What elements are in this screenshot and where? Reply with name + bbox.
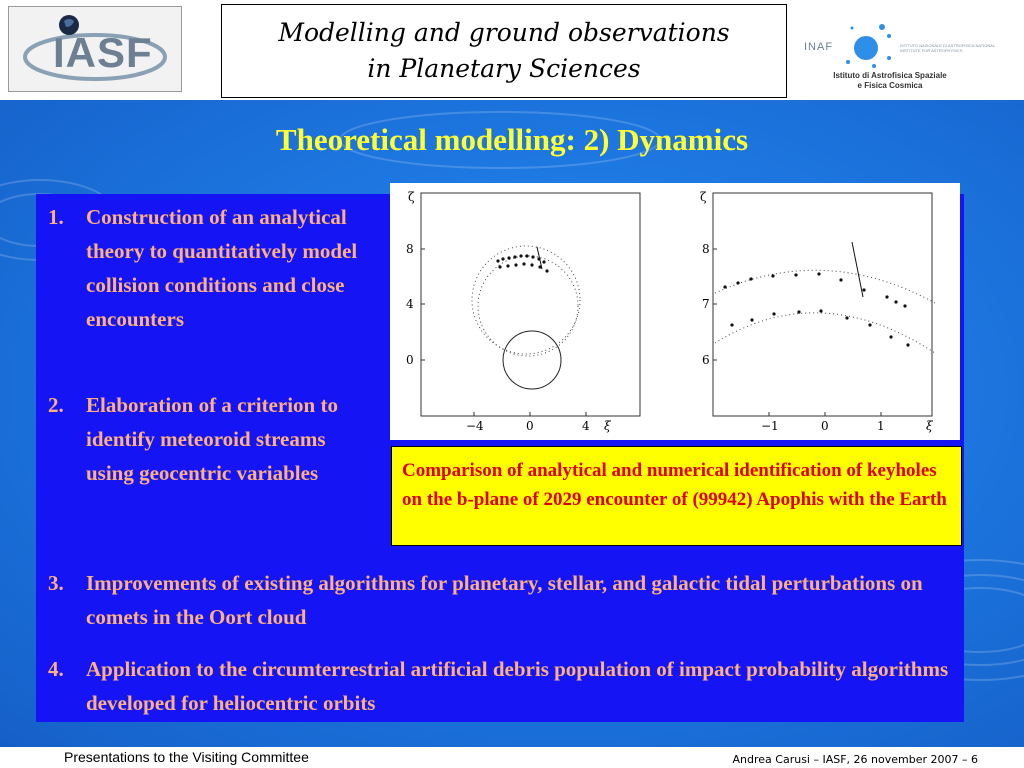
right-plot-ylabel: ζ <box>700 190 707 204</box>
inaf-subtitle <box>796 71 984 91</box>
right-plot-ytick: 7 <box>702 297 710 311</box>
left-plot-ytick: 8 <box>406 242 414 256</box>
iasf-logo <box>8 6 182 92</box>
inaf-subtitle-line2: e Fisica Cosmica <box>857 81 923 90</box>
right-plot-ytick: 8 <box>702 242 710 256</box>
list-item-number: 1. <box>48 205 64 229</box>
left-plot-xtick: 4 <box>582 419 590 433</box>
list-item <box>48 652 954 720</box>
right-plot-xlabel: ξ <box>926 419 933 433</box>
left-plot-ytick: 0 <box>406 353 414 367</box>
keyhole-arc-upper <box>715 270 935 303</box>
header-title: Modelling and ground observations in Planetary Sciences <box>278 18 730 83</box>
right-plot-xtick: −1 <box>761 419 779 433</box>
bplane-plots <box>390 183 960 440</box>
inaf-logo <box>796 16 1020 96</box>
left-plot-ytick: 4 <box>406 297 414 311</box>
keyhole-arc-lower <box>715 313 935 353</box>
earth-disk <box>503 331 561 389</box>
list-item <box>48 566 954 634</box>
inaf-wordmark: INAF <box>804 41 834 53</box>
list-item-text: Application to the circumterrestrial artificial debris population of impact probability algorithms developed for heliocentric orbits <box>86 657 949 715</box>
iasf-logo-text: IASF <box>53 29 153 76</box>
right-plot-frame <box>713 193 932 416</box>
keyhole-circle-outer <box>472 246 580 354</box>
list-item-text: Elaboration of a criterion to identify meteoroid streams using geocentric variables <box>86 393 338 485</box>
list-item-number: 4. <box>48 657 64 681</box>
bplane-figure <box>390 183 960 440</box>
slide-title: Theoretical modelling: 2) Dynamics <box>275 122 749 157</box>
left-plot-xtick: −4 <box>466 419 484 433</box>
list-item-number: 3. <box>48 571 64 595</box>
header <box>0 0 1024 100</box>
left-plot-frame <box>421 193 640 416</box>
right-plot-points <box>723 272 909 346</box>
figure-caption: Comparison of analytical and numerical identification of keyholes on the b-plane of 2029 encounter of (99942) Apophis with the Earth <box>391 446 962 546</box>
list-item <box>48 388 358 490</box>
inaf-institute-text: ISTITUTO NAZIONALE DI ASTROFISICA NATIONAL INSTITUTE FOR ASTROPHYSICS <box>900 43 996 53</box>
list-item-text: Construction of an analytical theory to quantitatively model collision conditions and close encounters <box>86 205 358 331</box>
list-item-number: 2. <box>48 393 64 417</box>
keyhole-circle-inner <box>478 256 578 356</box>
right-plot-xtick: 1 <box>877 419 885 433</box>
footer-left: Presentations to the Visiting Committee <box>64 749 309 765</box>
list-item-text: Improvements of existing algorithms for planetary, stellar, and galactic tidal perturbations on comets in the Oort cloud <box>86 571 923 629</box>
left-plot-xlabel: ξ <box>604 419 611 433</box>
footer-right: Andrea Carusi – IASF, 26 november 2007 – 6 <box>732 753 978 766</box>
header-title-box <box>221 4 787 98</box>
right-plot-ytick: 6 <box>702 353 710 367</box>
left-plot-xtick: 0 <box>526 419 534 433</box>
right-plot-segment <box>852 242 863 297</box>
left-plot-ylabel: ζ <box>408 190 415 204</box>
list-item <box>48 200 358 336</box>
right-plot-xtick: 0 <box>821 419 829 433</box>
inaf-subtitle-line1: Istituto di Astrofisica Spaziale <box>833 71 947 80</box>
